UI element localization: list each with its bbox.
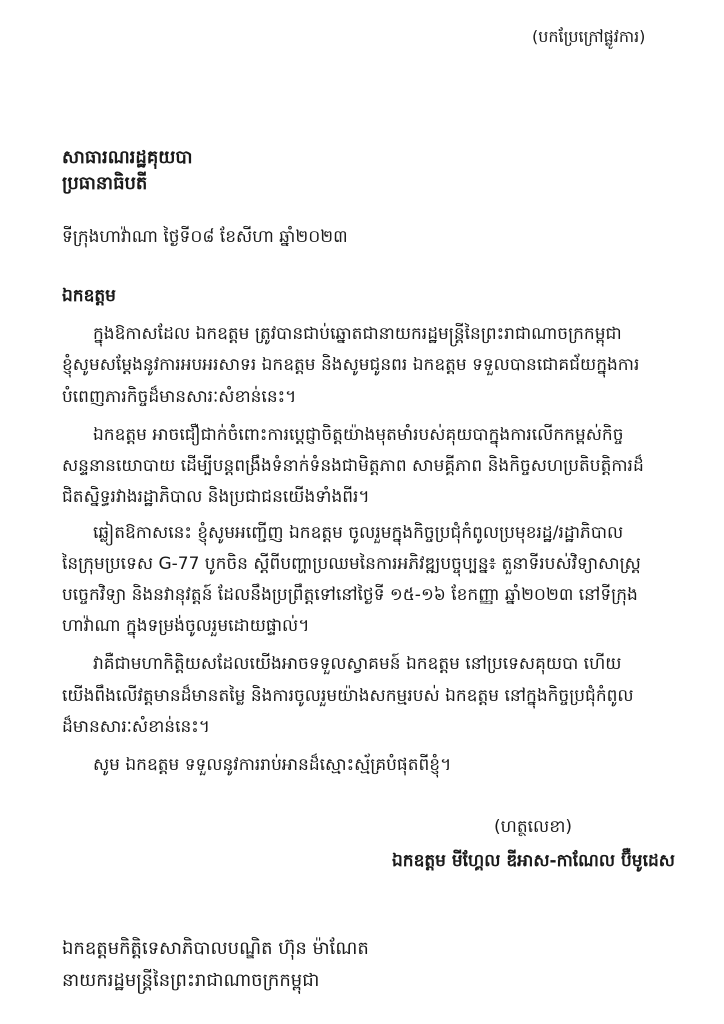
paragraph-line: បច្ចេកវិទ្យា និងនវានុវត្តន៍ ដែលនឹងប្រព្រឹត្តទៅនៅថ្ងៃទី ១៥-១៦ ខែកញ្ញា ឆ្នាំ២០២៣ នៅទីក្រុង <box>62 585 638 605</box>
signature-caption: (ហត្ថលេខា) <box>494 817 573 837</box>
paragraph-line: នៃក្រុមប្រទេស G-77 បូកចិន ស្តីពីបញ្ហាប្រឈមនៃការអភិវឌ្ឍបច្ចុប្បន្ន៖ តួនាទីរបស់វិទ្យាសាស្ត្រ <box>62 554 641 574</box>
paragraph-line: ដ៏មានសារៈសំខាន់នេះ។ <box>62 717 210 737</box>
paragraph-line: យើងពឹងលើវត្តមានដ៏មានតម្លៃ និងការចូលរួមយ៉ាងសកម្មរបស់ ឯកឧត្តម នៅក្នុងកិច្ចប្រជុំកំពូល <box>62 686 634 706</box>
date-line: ទីក្រុងហាវ៉ាណា ថ្ងៃទី០៨ ខែសីហា ឆ្នាំ២០២៣ <box>62 227 348 247</box>
paragraph-line: ឯកឧត្តម អាចជឿជាក់ចំពោះការប្តេជ្ញាចិត្តយ៉ាងមុតមាំរបស់គុយបាក្នុងការលើកកម្ពស់កិច្ច <box>93 425 624 445</box>
sender-title: ប្រធានាធិបតី <box>62 173 148 194</box>
paragraph-line: ជិតស្និទ្ធរវាងរដ្ឋាភិបាល និងប្រជាជនយើងទាំងពីរ។ <box>62 487 370 507</box>
paragraph-line: បំពេញភារកិច្ចដ៏មានសារៈសំខាន់នេះ។ <box>62 387 297 407</box>
recipient-title: នាយករដ្ឋមន្ត្រីនៃព្រះរាជាណាចក្រកម្ពុជា <box>62 970 320 991</box>
recipient-name: ឯកឧត្តមកិត្តិទេសាភិបាលបណ្ឌិត ហ៊ុន ម៉ាណែត <box>62 938 369 959</box>
paragraph-line: ឆ្លៀតឱកាសនេះ ខ្ញុំសូមអញ្ជើញ ឯកឧត្តម ចូលរួមក្នុងកិច្ចប្រជុំកំពូលប្រមុខរដ្ឋ/រដ្ឋាភិបាល <box>93 523 624 543</box>
sender-country: សាធារណរដ្ឋគុយបា <box>62 147 193 168</box>
unofficial-translation-note: (បកប្រែក្រៅផ្លូវការ) <box>532 27 646 46</box>
paragraph-line: សន្ទនានយោបាយ ដើម្បីបន្តពង្រឹងទំនាក់ទំនងជាមិត្តភាព សាមគ្គីភាព និងកិច្ចសហប្រតិបត្តិការដ៏ <box>62 456 644 476</box>
signatory-name: ឯកឧត្តម មីហ្គែល ឌីអាស-កាណែល ប៊ឺមូដេស <box>392 851 675 871</box>
paragraph-line: ខ្ញុំសូមសម្តែងនូវការអបអរសាទរ ឯកឧត្តម និងសូមជូនពរ ឯកឧត្តម ទទួលបានជោគជ័យក្នុងការ <box>62 355 640 375</box>
paragraph-line: សូម ឯកឧត្តម ទទួលនូវការរាប់អានដ៏ស្មោះស្ម័គ្របំផុតពីខ្ញុំ។ <box>93 755 452 775</box>
salutation: ឯកឧត្តម <box>62 286 116 306</box>
paragraph-line: វាគឺជាមហាកិត្តិយសដែលយើងអាចទទួលស្វាគមន៍ ឯកឧត្តម នៅប្រទេសគុយបា ហើយ <box>93 654 622 674</box>
paragraph-line: ក្នុងឱកាសដែល ឯកឧត្តម ត្រូវបានជាប់ឆ្នោតជានាយករដ្ឋមន្ត្រីនៃព្រះរាជាណាចក្រកម្ពុជា <box>93 324 622 344</box>
paragraph-line: ហាវ៉ាណា ក្នុងទម្រង់ចូលរួមដោយផ្ទាល់។ <box>62 616 310 636</box>
